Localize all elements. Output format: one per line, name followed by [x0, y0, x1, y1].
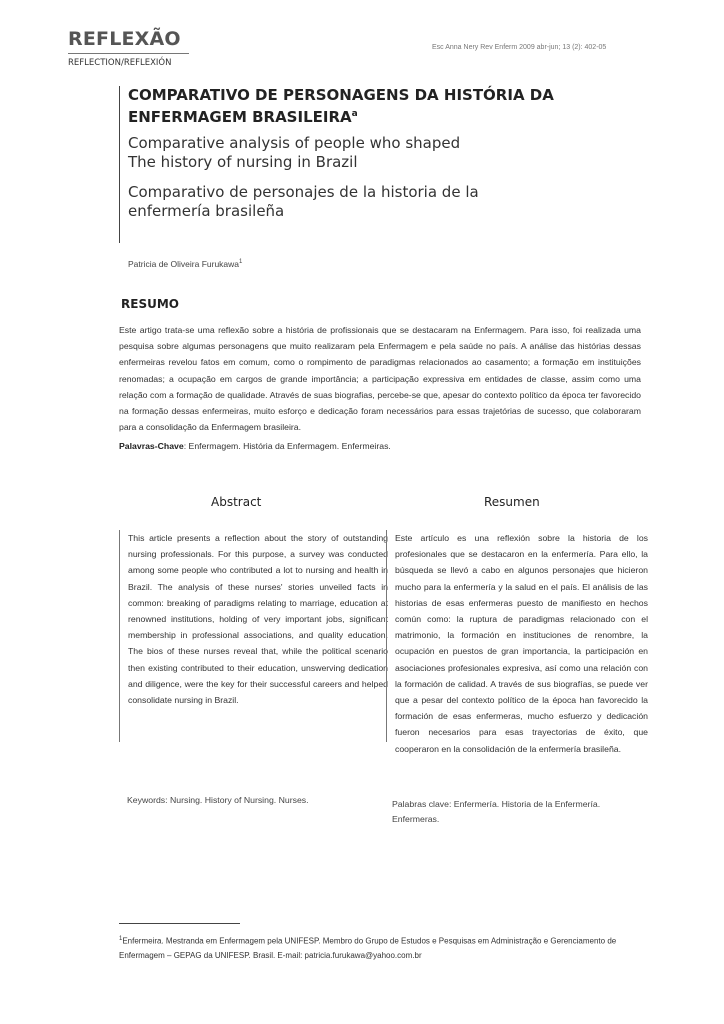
footnote-marker: 1 — [119, 936, 123, 942]
resumo-keywords — [119, 441, 641, 451]
title-portuguese — [128, 86, 598, 127]
title-block — [119, 86, 600, 243]
section-label: REFLEXÃO — [68, 28, 181, 50]
title-english-line-2: The history of nursing in Brazil — [128, 153, 358, 171]
footnote-text: Enfermeira. Mestranda em Enfermagem pela UNIFESP. Membro do Grupo de Estudos e Pesquisas em Administração e Gerenciamento de Enfermagem – GEPAG da UNIFESP. Brasil. E-mail: patricia.furukawa@yahoo.com.br — [119, 936, 617, 960]
journal-reference: Esc Anna Nery Rev Enferm 2009 abr-jun; 13 (2): 402-05 — [432, 44, 607, 51]
resumo-keywords-label: Palavras-Chave — [119, 441, 184, 451]
title-spanish — [128, 183, 598, 221]
section-rule — [68, 53, 189, 54]
footnote — [119, 932, 641, 963]
title-spanish-line-1: Comparativo de personajes de la historia de la — [128, 183, 479, 201]
footnote-rule — [119, 923, 240, 924]
title-portuguese-text: COMPARATIVO DE PERSONAGENS DA HISTÓRIA DA ENFERMAGEM BRASILEIRA — [128, 86, 554, 126]
author — [128, 259, 242, 269]
resumen-heading: Resumen — [484, 495, 540, 509]
title-english-line-1: Comparative analysis of people who shaped — [128, 134, 461, 152]
resumo-keywords-text: : Enfermagem. História da Enfermagem. Enfermeiras. — [183, 441, 391, 451]
title-spanish-line-2: enfermería brasileña — [128, 202, 285, 220]
title-english — [128, 134, 598, 172]
author-name: Patricia de Oliveira Furukawa — [128, 259, 240, 269]
resumen-body: Este artículo es una reflexión sobre la historia de los profesionales que se destacaron en la enfermería. Para ello, la búsqueda se llevó a cabo en algunos personajes que hicieron mucho para la enfermería y la salud en el país. El análisis de las historias de esas enfermeras puesto de manifiesto en hechos común como: la ruptura de paradigmas relacionado con el matrimonio, la formación en instituciones de renombre, la ocupación en puestos de gran importancia, la participación en asociaciones profesionales expresiva, así como una relación con la formación de calidad. A través de sus biografías, se puede ver que a pesar del contexto político de la época han favorecido la formación de esas enfermeras, mucho esfuerzo y dedicación fueron necesarios para esas trayectorias de éxito, que cooperaron en la consolidación de la enfermería brasileña. — [386, 530, 648, 742]
abstract-body: This article presents a reflection about the story of outstanding nursing professionals. For this purpose, a survey was conducted among some people who contributed a lot to nursing and health in Brazil. The analysis of these nurses' stories unveiled facts in common: breaking of paradigms relating to marriage, education at renowned institutions, holding of very important jobs, significant membership in professional associations, and quality education. The bios of these nurses reveal that, while the political scenario then existing contributed to their education, unswerving dedication and diligence, were the key for their successful careers and helped consolidate nursing in Brazil. — [119, 530, 388, 742]
abstract-keywords: Keywords: Nursing. History of Nursing. Nurses. — [127, 795, 309, 805]
resumen-keywords: Palabras clave: Enfermería. Historia de la Enfermería. Enfermeras. — [392, 799, 601, 824]
section-subtitle: REFLECTION/REFLEXIÓN — [68, 58, 172, 68]
author-footnote-marker: 1 — [239, 259, 243, 266]
title-footnote-marker: a — [351, 109, 358, 119]
abstract-heading: Abstract — [211, 495, 262, 509]
resumo-heading: RESUMO — [121, 297, 179, 311]
resumo-body: Este artigo trata-se uma reflexão sobre a história de profissionais que se destacaram na Enfermagem. Para isso, foi realizada uma pesquisa sobre algumas personagens que muito realizaram pela Enfermagem e pela saúde no país. A análise das histórias dessas enfermeiras revelou fatos em comum, como o rompimento de paradigmas relacionados ao casamento; a formação em instituições renomadas; a ocupação em cargos de grande importância; a participação expressiva em entidades de classe, assim como uma relação com a formação de qualidade. Através de suas biografias, percebe-se que, apesar do contexto político da época ter favorecido na formação dessas enfermeiras, muito esforço e dedicação foram necessários para essas trajetórias de sucesso, que colaboraram para a consolidação da Enfermagem brasileira. — [119, 325, 641, 433]
